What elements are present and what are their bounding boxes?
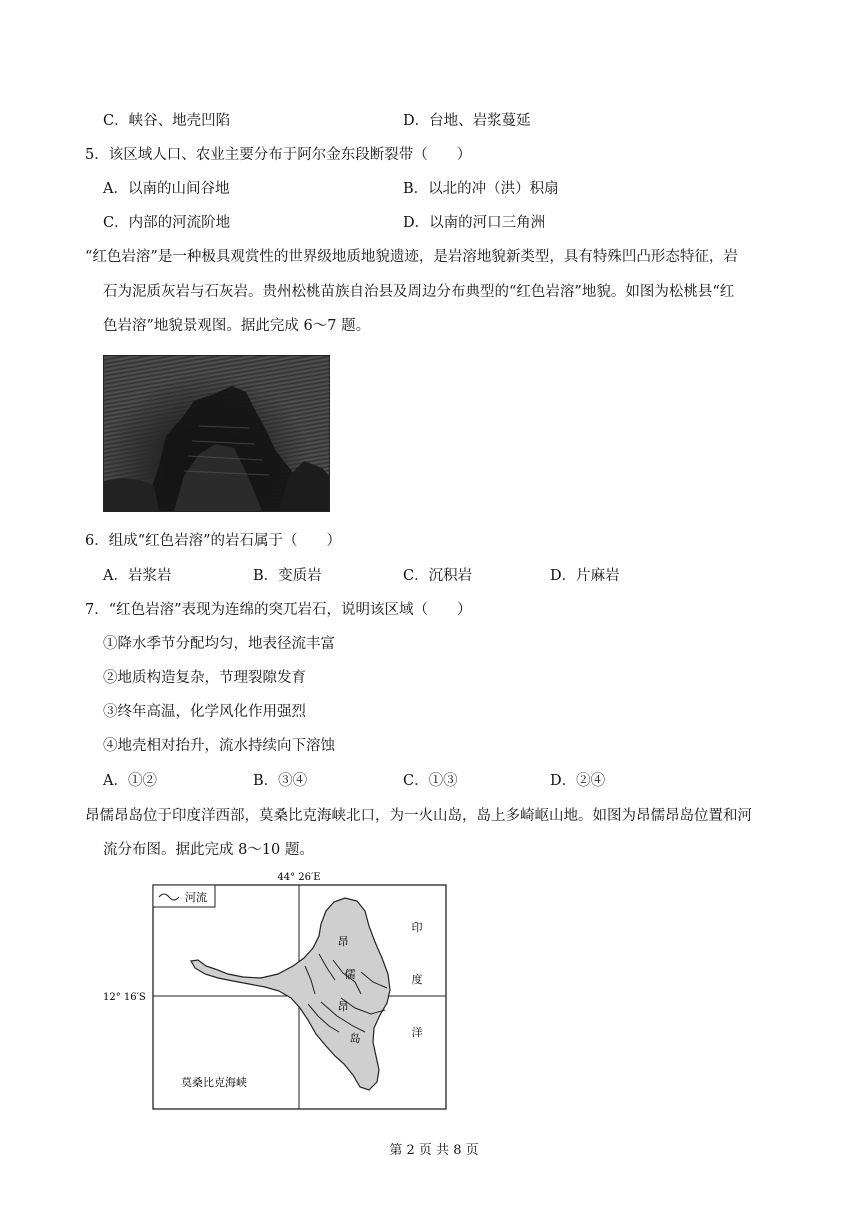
passage2-line2: 石为泥质灰岩与石灰岩。贵州松桃苗族自治县及周边分布典型的“红色岩溶”地貌。如图为松桃县“红	[103, 284, 735, 300]
red-karst-landscape-photo	[103, 355, 330, 512]
island-char-3: 昂	[337, 1000, 349, 1013]
q7-option-c: C．①③	[403, 773, 458, 789]
q5-option-b: B．以北的冲（洪）积扇	[403, 181, 559, 197]
q6-stem: 6．组成“红色岩溶”的岩石属于（ ）	[85, 533, 342, 549]
q6-option-b: B．变质岩	[253, 568, 322, 584]
q5-option-d: D．以南的河口三角洲	[403, 215, 546, 231]
q7-statement-2: ②地质构造复杂，节理裂隙发育	[103, 670, 306, 686]
q7-statement-4: ④地壳相对抬升，流水持续向下溶蚀	[103, 738, 335, 754]
q7-option-a: A．①②	[103, 773, 157, 789]
ocean-char-2: 度	[411, 973, 423, 986]
island-char-2: 儒	[344, 968, 356, 981]
longitude-label: 44° 26′E	[277, 872, 321, 883]
q5-option-a: A．以南的山间谷地	[103, 181, 230, 197]
strait-label: 莫桑比克海峡	[181, 1076, 247, 1089]
passage3-line1: 昂儒昂岛位于印度洋西部，莫桑比克海峡北口，为一火山岛，岛上多崎岖山地。如图为昂儒昂岛位置和河	[85, 808, 752, 824]
ocean-char-3: 洋	[411, 1026, 423, 1039]
passage2-line3: 色岩溶”地貌景观图。据此完成 6～7 题。	[103, 318, 371, 334]
legend-river-label: 河流	[185, 891, 207, 904]
latitude-label: 12° 16′S	[103, 992, 146, 1003]
q5-stem: 5．该区域人口、农业主要分布于阿尔金东段断裂带（ ）	[85, 147, 472, 163]
ocean-char-1: 印	[411, 921, 423, 934]
q7-stem: 7．“红色岩溶”表现为连绵的突兀岩石，说明该区域（ ）	[85, 602, 472, 618]
red-karst-landscape-drawing	[104, 356, 329, 511]
q4-option-c: C．峡谷、地壳凹陷	[103, 113, 231, 129]
anjouan-island-map	[103, 870, 453, 1119]
q6-option-d: D．片麻岩	[550, 568, 620, 584]
q6-option-a: A．岩浆岩	[103, 568, 172, 584]
q5-option-c: C．内部的河流阶地	[103, 215, 231, 231]
page-footer: 第 2 页 共 8 页	[389, 1143, 479, 1158]
island-char-1: 昂	[337, 935, 349, 948]
q7-statement-1: ①降水季节分配均匀，地表径流丰富	[103, 636, 335, 652]
q4-option-d: D．台地、岩浆蔓延	[403, 113, 531, 129]
passage2-line1: “红色岩溶”是一种极具观赏性的世界级地质地貌遗迹，是岩溶地貌新类型，具有特殊凹凸形态特征，岩	[85, 249, 738, 265]
q7-option-b: B．③④	[253, 773, 308, 789]
q7-statement-3: ③终年高温，化学风化作用强烈	[103, 704, 306, 720]
passage3-line2: 流分布图。据此完成 8～10 题。	[103, 842, 314, 858]
island-char-4: 岛	[349, 1032, 361, 1045]
q7-option-d: D．②④	[550, 773, 606, 789]
q6-option-c: C．沉积岩	[403, 568, 473, 584]
